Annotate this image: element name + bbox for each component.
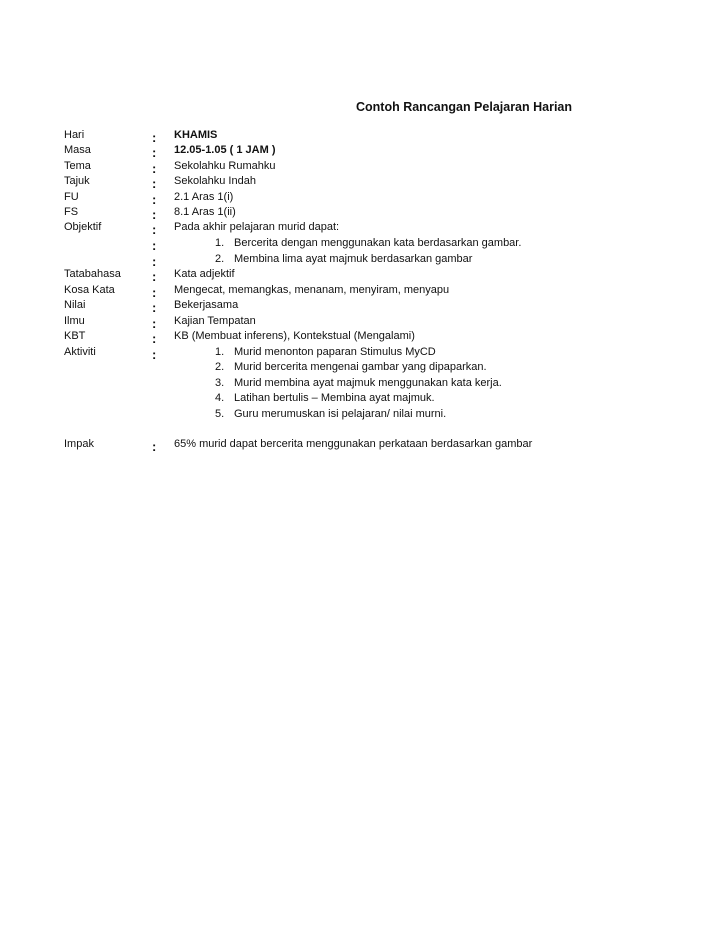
row-label: FS (64, 206, 79, 218)
row-ilmu (0, 314, 728, 329)
aktiviti-item (0, 376, 728, 391)
row-value: Sekolahku Indah (174, 175, 256, 187)
row-value: KB (Membuat inferens), Kontekstual (Mengalami) (174, 330, 415, 342)
item-text: Bercerita dengan menggunakan kata berdasarkan gambar. (234, 237, 522, 249)
item-text: Murid menonton paparan Stimulus MyCD (234, 346, 436, 358)
item-number: 2. (215, 361, 225, 373)
row-aktiviti (0, 345, 728, 360)
row-value: Kajian Tempatan (174, 315, 256, 327)
row-colon: : (152, 207, 157, 222)
row-colon: : (152, 347, 157, 362)
row-label: Hari (64, 129, 85, 141)
item-number: 5. (215, 408, 225, 420)
item-number: 2. (215, 253, 225, 265)
row-label: Tajuk (64, 175, 90, 187)
item-number: 3. (215, 377, 225, 389)
item-text: Murid membina ayat majmuk menggunakan kata kerja. (234, 377, 502, 389)
row-nilai (0, 298, 728, 313)
row-masa (0, 143, 728, 158)
row-colon: : (152, 300, 157, 315)
row-value: Bekerjasama (174, 299, 239, 311)
row-label: Kosa Kata (64, 284, 115, 296)
row-impak (0, 437, 728, 452)
row-colon: : (152, 439, 157, 454)
row-colon: : (152, 222, 157, 237)
row-label: Tema (64, 160, 91, 172)
row-label: Objektif (64, 221, 102, 233)
row-value: 8.1 Aras 1(ii) (174, 206, 236, 218)
row-colon: : (152, 285, 157, 300)
aktiviti-item (0, 407, 728, 422)
row-value: 12.05-1.05 ( 1 JAM ) (174, 144, 276, 156)
row-tatabahasa (0, 267, 728, 282)
aktiviti-item (0, 391, 728, 406)
row-tajuk (0, 174, 728, 189)
row-colon: : (152, 331, 157, 346)
item-number: 1. (215, 237, 225, 249)
row-kosa-kata (0, 283, 728, 298)
item-text: Guru merumuskan isi pelajaran/ nilai murni. (234, 408, 447, 420)
row-label: Masa (64, 144, 91, 156)
item-number: 1. (215, 346, 225, 358)
row-colon: : (152, 238, 157, 253)
row-colon: : (152, 145, 157, 160)
row-value: Sekolahku Rumahku (174, 160, 276, 172)
row-kbt (0, 329, 728, 344)
row-value: 65% murid dapat bercerita menggunakan perkataan berdasarkan gambar (174, 438, 533, 450)
row-colon: : (152, 269, 157, 284)
row-label: Nilai (64, 299, 86, 311)
row-colon: : (152, 161, 157, 176)
item-text: Latihan bertulis – Membina ayat majmuk. (234, 392, 435, 404)
row-value: 2.1 Aras 1(i) (174, 191, 234, 203)
row-colon: : (152, 254, 157, 269)
row-label: Tatabahasa (64, 268, 121, 280)
objektif-item (0, 236, 728, 251)
row-label: Aktiviti (64, 346, 96, 358)
aktiviti-item (0, 360, 728, 375)
row-colon: : (152, 176, 157, 191)
row-objektif (0, 220, 728, 235)
row-label: FU (64, 191, 79, 203)
document-title: Contoh Rancangan Pelajaran Harian (356, 100, 573, 114)
row-value: Mengecat, memangkas, menanam, menyiram, menyapu (174, 284, 450, 296)
row-tema (0, 159, 728, 174)
row-label: KBT (64, 330, 86, 342)
row-label: Ilmu (64, 315, 85, 327)
row-colon: : (152, 130, 157, 145)
item-number: 4. (215, 392, 225, 404)
row-colon: : (152, 192, 157, 207)
row-fu (0, 190, 728, 205)
row-label: Impak (64, 438, 94, 450)
row-value: Pada akhir pelajaran murid dapat: (174, 221, 340, 233)
objektif-item (0, 252, 728, 267)
row-hari (0, 128, 728, 143)
item-text: Membina lima ayat majmuk berdasarkan gambar (234, 253, 473, 265)
row-value: KHAMIS (174, 129, 218, 141)
row-fs (0, 205, 728, 220)
row-value: Kata adjektif (174, 268, 235, 280)
item-text: Murid bercerita mengenai gambar yang dipaparkan. (234, 361, 487, 373)
row-colon: : (152, 316, 157, 331)
